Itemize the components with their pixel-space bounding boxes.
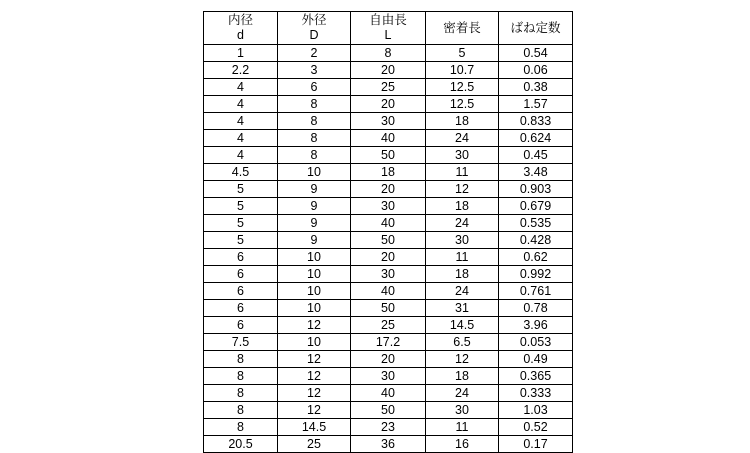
- cell-outer-diameter: 9: [278, 181, 351, 198]
- cell-inner-diameter: 5: [204, 181, 278, 198]
- cell-free-length: 50: [351, 232, 426, 249]
- cell-outer-diameter: 8: [278, 130, 351, 147]
- cell-solid-length: 10.7: [426, 62, 499, 79]
- cell-solid-length: 31: [426, 300, 499, 317]
- cell-spring-constant: 0.54: [499, 45, 573, 62]
- table-row: [204, 283, 573, 300]
- table-row: [204, 79, 573, 96]
- cell-free-length: 20: [351, 96, 426, 113]
- table-row: [204, 62, 573, 79]
- cell-inner-diameter: 8: [204, 402, 278, 419]
- cell-inner-diameter: 4: [204, 96, 278, 113]
- cell-solid-length: 6.5: [426, 334, 499, 351]
- cell-spring-constant: 0.903: [499, 181, 573, 198]
- table-row: [204, 164, 573, 181]
- cell-solid-length: 11: [426, 164, 499, 181]
- cell-outer-diameter: 10: [278, 334, 351, 351]
- cell-free-length: 40: [351, 283, 426, 300]
- header-solid-length: [426, 12, 499, 45]
- cell-outer-diameter: 10: [278, 283, 351, 300]
- cell-spring-constant: 1.03: [499, 402, 573, 419]
- cell-solid-length: 18: [426, 198, 499, 215]
- cell-inner-diameter: 8: [204, 351, 278, 368]
- table-row: [204, 334, 573, 351]
- cell-inner-diameter: 6: [204, 249, 278, 266]
- cell-inner-diameter: 2.2: [204, 62, 278, 79]
- table-row: [204, 317, 573, 334]
- cell-spring-constant: 0.624: [499, 130, 573, 147]
- cell-free-length: 50: [351, 402, 426, 419]
- cell-solid-length: 5: [426, 45, 499, 62]
- table-row: [204, 96, 573, 113]
- cell-free-length: 30: [351, 266, 426, 283]
- cell-spring-constant: 0.761: [499, 283, 573, 300]
- cell-inner-diameter: 5: [204, 232, 278, 249]
- cell-inner-diameter: 8: [204, 368, 278, 385]
- cell-inner-diameter: 8: [204, 419, 278, 436]
- cell-inner-diameter: 4: [204, 130, 278, 147]
- cell-free-length: 40: [351, 215, 426, 232]
- table-row: [204, 147, 573, 164]
- cell-outer-diameter: 8: [278, 147, 351, 164]
- cell-spring-constant: 0.535: [499, 215, 573, 232]
- table-row: [204, 113, 573, 130]
- cell-solid-length: 14.5: [426, 317, 499, 334]
- table-row: [204, 419, 573, 436]
- cell-solid-length: 24: [426, 283, 499, 300]
- cell-solid-length: 11: [426, 419, 499, 436]
- cell-spring-constant: 0.06: [499, 62, 573, 79]
- cell-outer-diameter: 10: [278, 249, 351, 266]
- table-row: [204, 351, 573, 368]
- cell-spring-constant: 0.333: [499, 385, 573, 402]
- cell-outer-diameter: 2: [278, 45, 351, 62]
- cell-outer-diameter: 12: [278, 385, 351, 402]
- cell-free-length: 8: [351, 45, 426, 62]
- cell-spring-constant: 0.52: [499, 419, 573, 436]
- cell-inner-diameter: 6: [204, 283, 278, 300]
- table-body: [204, 45, 573, 453]
- header-symbol: D: [309, 28, 319, 42]
- cell-inner-diameter: 1: [204, 45, 278, 62]
- cell-solid-length: 12: [426, 181, 499, 198]
- cell-outer-diameter: 25: [278, 436, 351, 453]
- cell-free-length: 25: [351, 317, 426, 334]
- spring-spec-table: [203, 11, 573, 453]
- cell-spring-constant: 0.833: [499, 113, 573, 130]
- cell-inner-diameter: 6: [204, 266, 278, 283]
- cell-free-length: 17.2: [351, 334, 426, 351]
- cell-inner-diameter: 4: [204, 79, 278, 96]
- cell-outer-diameter: 14.5: [278, 419, 351, 436]
- cell-free-length: 40: [351, 385, 426, 402]
- cell-free-length: 36: [351, 436, 426, 453]
- header-label: 内径: [227, 13, 253, 27]
- header-outer-diameter: [278, 12, 351, 45]
- cell-spring-constant: 0.49: [499, 351, 573, 368]
- cell-solid-length: 11: [426, 249, 499, 266]
- cell-solid-length: 30: [426, 147, 499, 164]
- header-free-length: [351, 12, 426, 45]
- cell-outer-diameter: 6: [278, 79, 351, 96]
- cell-outer-diameter: 9: [278, 232, 351, 249]
- header-symbol: d: [237, 28, 244, 42]
- cell-free-length: 40: [351, 130, 426, 147]
- cell-solid-length: 12.5: [426, 79, 499, 96]
- cell-spring-constant: 3.48: [499, 164, 573, 181]
- cell-solid-length: 18: [426, 266, 499, 283]
- cell-inner-diameter: 8: [204, 385, 278, 402]
- cell-spring-constant: 0.365: [499, 368, 573, 385]
- header-symbol: L: [384, 28, 392, 42]
- cell-free-length: 50: [351, 300, 426, 317]
- cell-spring-constant: 0.45: [499, 147, 573, 164]
- cell-spring-constant: 0.38: [499, 79, 573, 96]
- cell-spring-constant: 0.992: [499, 266, 573, 283]
- cell-free-length: 50: [351, 147, 426, 164]
- table-row: [204, 249, 573, 266]
- cell-spring-constant: 3.96: [499, 317, 573, 334]
- cell-outer-diameter: 10: [278, 164, 351, 181]
- table-header-row: [204, 12, 573, 45]
- cell-free-length: 20: [351, 249, 426, 266]
- cell-solid-length: 30: [426, 232, 499, 249]
- header-inner-diameter: [204, 12, 278, 45]
- table-row: [204, 402, 573, 419]
- cell-inner-diameter: 7.5: [204, 334, 278, 351]
- cell-solid-length: 24: [426, 130, 499, 147]
- header-label: 密着長: [443, 20, 481, 35]
- cell-spring-constant: 0.428: [499, 232, 573, 249]
- table-row: [204, 198, 573, 215]
- table-row: [204, 266, 573, 283]
- cell-outer-diameter: 8: [278, 96, 351, 113]
- cell-spring-constant: 0.78: [499, 300, 573, 317]
- cell-free-length: 25: [351, 79, 426, 96]
- cell-spring-constant: 0.62: [499, 249, 573, 266]
- cell-free-length: 30: [351, 198, 426, 215]
- cell-spring-constant: 0.053: [499, 334, 573, 351]
- header-label: ばね定数: [510, 20, 561, 35]
- cell-outer-diameter: 9: [278, 198, 351, 215]
- table-row: [204, 232, 573, 249]
- cell-free-length: 23: [351, 419, 426, 436]
- cell-outer-diameter: 8: [278, 113, 351, 130]
- cell-solid-length: 24: [426, 215, 499, 232]
- cell-outer-diameter: 12: [278, 368, 351, 385]
- cell-free-length: 20: [351, 181, 426, 198]
- cell-solid-length: 12: [426, 351, 499, 368]
- cell-spring-constant: 0.17: [499, 436, 573, 453]
- cell-spring-constant: 0.679: [499, 198, 573, 215]
- cell-free-length: 30: [351, 368, 426, 385]
- cell-outer-diameter: 10: [278, 266, 351, 283]
- cell-solid-length: 30: [426, 402, 499, 419]
- cell-inner-diameter: 5: [204, 198, 278, 215]
- cell-spring-constant: 1.57: [499, 96, 573, 113]
- cell-outer-diameter: 12: [278, 317, 351, 334]
- cell-outer-diameter: 3: [278, 62, 351, 79]
- cell-outer-diameter: 12: [278, 351, 351, 368]
- cell-inner-diameter: 5: [204, 215, 278, 232]
- header-label: 自由長: [369, 13, 407, 27]
- cell-inner-diameter: 6: [204, 300, 278, 317]
- cell-outer-diameter: 10: [278, 300, 351, 317]
- cell-inner-diameter: 4.5: [204, 164, 278, 181]
- table-row: [204, 368, 573, 385]
- cell-free-length: 20: [351, 351, 426, 368]
- table-row: [204, 385, 573, 402]
- header-label: 外径: [301, 13, 327, 27]
- cell-outer-diameter: 12: [278, 402, 351, 419]
- cell-solid-length: 12.5: [426, 96, 499, 113]
- cell-inner-diameter: 20.5: [204, 436, 278, 453]
- cell-free-length: 18: [351, 164, 426, 181]
- cell-solid-length: 18: [426, 113, 499, 130]
- cell-inner-diameter: 4: [204, 147, 278, 164]
- table-row: [204, 181, 573, 198]
- cell-free-length: 30: [351, 113, 426, 130]
- table-row: [204, 215, 573, 232]
- cell-inner-diameter: 6: [204, 317, 278, 334]
- header-spring-constant: [499, 12, 573, 45]
- cell-solid-length: 18: [426, 368, 499, 385]
- table-row: [204, 300, 573, 317]
- cell-inner-diameter: 4: [204, 113, 278, 130]
- cell-solid-length: 24: [426, 385, 499, 402]
- cell-solid-length: 16: [426, 436, 499, 453]
- cell-outer-diameter: 9: [278, 215, 351, 232]
- table-row: [204, 45, 573, 62]
- cell-free-length: 20: [351, 62, 426, 79]
- table-row: [204, 130, 573, 147]
